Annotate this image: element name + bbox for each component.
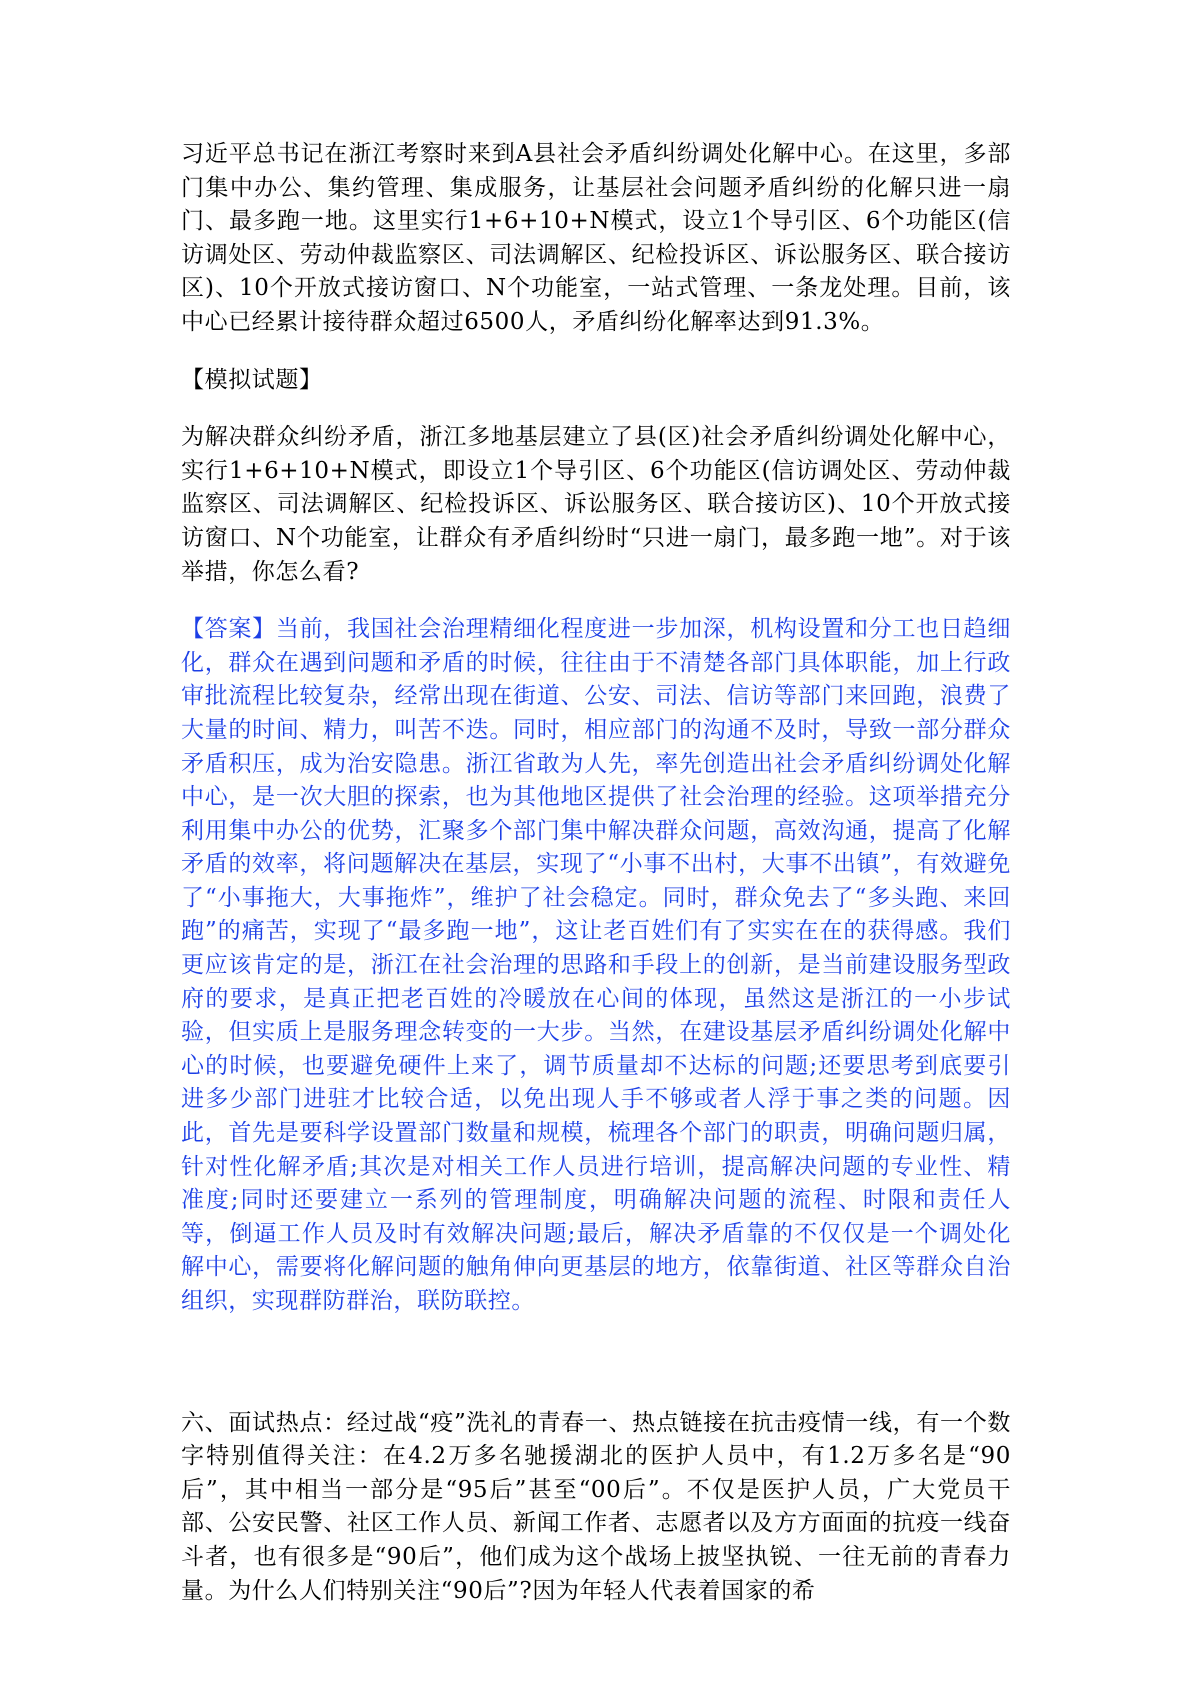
document-page xyxy=(181,138,1011,1608)
question-paragraph: 为解决群众纠纷矛盾，浙江多地基层建立了县(区)社会矛盾纠纷调处化解中心，实行1+6+10+N模式，即设立1个导引区、6个功能区(信访调处区、劳动仲裁监察区、司法调解区、纪检投诉区、诉讼服务区、联合接访区)、10个开放式接访窗口、N个功能室，让群众有矛盾纠纷时“只进一扇门，最多跑一地”。对于该举措，你怎么看? xyxy=(181,424,1011,585)
answer-paragraph: 【答案】当前，我国社会治理精细化程度进一步加深，机构设置和分工也日趋细化，群众在遇到问题和矛盾的时候，往往由于不清楚各部门具体职能，加上行政审批流程比较复杂，经常出现在街道、公安、司法、信访等部门来回跑，浪费了大量的时间、精力，叫苦不迭。同时，相应部门的沟通不及时，导致一部分群众矛盾积压，成为治安隐患。浙江省敢为人先，率先创造出社会矛盾纠纷调处化解中心，是一次大胆的探索，也为其他地区提供了社会治理的经验。这项举措充分利用集中办公的优势，汇聚多个部门集中解决群众问题，高效沟通，提高了化解矛盾的效率，将问题解决在基层，实现了“小事不出村，大事不出镇”，有效避免了“小事拖大，大事拖炸”，维护了社会稳定。同时，群众免去了“多头跑、来回跑”的痛苦，实现了“最多跑一地”，这让老百姓们有了实实在在的获得感。我们更应该肯定的是，浙江在社会治理的思路和手段上的创新，是当前建设服务型政府的要求，是真正把老百姓的冷暖放在心间的体现，虽然这是浙江的一小步试验，但实质上是服务理念转变的一大步。当然，在建设基层矛盾纠纷调处化解中心的时候，也要避免硬件上来了，调节质量却不达标的问题;还要思考到底要引进多少部门进驻才比较合适，以免出现人手不够或者人浮于事之类的问题。因此，首先是要科学设置部门数量和规模，梳理各个部门的职责，明确问题归属，针对性化解矛盾;其次是对相关工作人员进行培训，提高解决问题的专业性、精准度;同时还要建立一系列的管理制度，明确解决问题的流程、时限和责任人等，倒逼工作人员及时有效解决问题;最后，解决矛盾靠的不仅仅是一个调处化解中心，需要将化解问题的触角伸向更基层的地方，依靠街道、社区等群众自治组织，实现群防群治，联防联控。 xyxy=(181,616,1011,1314)
intro-paragraph: 习近平总书记在浙江考察时来到A县社会矛盾纠纷调处化解中心。在这里，多部门集中办公、集约管理、集成服务，让基层社会问题矛盾纠纷的化解只进一扇门、最多跑一地。这里实行1+6+10+N模式，设立1个导引区、6个功能区(信访调处区、劳动仲裁监察区、司法调解区、纪检投诉区、诉讼服务区、联合接访区)、10个开放式接访窗口、N个功能室，一站式管理、一条龙处理。目前，该中心已经累计接待群众超过6500人，矛盾纠纷化解率达到91.3%。 xyxy=(181,141,1011,335)
section-heading: 【模拟试题】 xyxy=(181,366,323,393)
section6-paragraph: 六、面试热点：经过战“疫”洗礼的青春一、热点链接在抗击疫情一线，有一个数字特别值得关注：在4.2万多名驰援湖北的医护人员中，有1.2万多名是“90后”，其中相当一部分是“95后”甚至“00后”。不仅是医护人员，广大党员干部、公安民警、社区工作人员、新闻工作者、志愿者以及方方面面的抗疫一线奋斗者，也有很多是“90后”，他们成为这个战场上披坚执锐、一往无前的青春力量。为什么人们特别关注“90后”?因为年轻人代表着国家的希 xyxy=(181,1409,1011,1604)
